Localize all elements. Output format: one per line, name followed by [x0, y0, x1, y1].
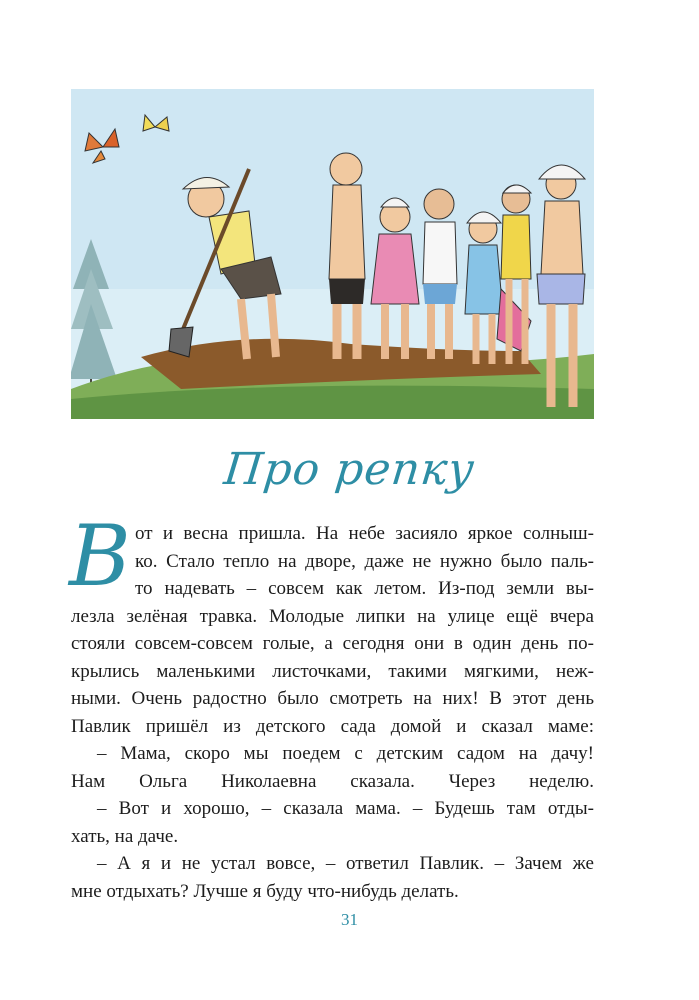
- text-line: от и весна пришла. На небе засияло яркое солныш-: [135, 523, 594, 544]
- body-text: [69, 507, 594, 905]
- text-line: – Мама, скоро мы поедем с детским садом на дачу!: [97, 743, 594, 764]
- children-planting-garden-illustration: [71, 89, 594, 419]
- text-line: хать, на даче.: [71, 825, 179, 847]
- text-line: ными. Очень радостно было смотреть на них! В этот день: [71, 688, 594, 709]
- text-line: то надевать – совсем как летом. Из-под земли вы-: [135, 578, 594, 599]
- chapter-title: Про репку: [221, 444, 478, 495]
- page-number: 31: [341, 910, 358, 929]
- text-line: ко. Стало тепло на дворе, даже не нужно было паль-: [135, 550, 594, 572]
- text-line: Павлик пришёл из детского сада домой и сказал маме:: [71, 715, 594, 737]
- text-line: лезла зелёная травка. Молодые липки на улице ещё вчера: [71, 605, 594, 627]
- text-line: – Вот и хорошо, – сказала мама. – Будешь там отды-: [97, 798, 594, 819]
- text-line: крылись маленькими листочками, такими мягкими, неж-: [71, 660, 594, 682]
- text-line: мне отдыхать? Лучше я буду что-нибудь делать.: [71, 880, 459, 902]
- drop-cap: В: [69, 507, 131, 605]
- text-line: стояли совсем-совсем голые, а сегодня они в один день по-: [71, 633, 594, 654]
- text-line: Нам Ольга Николаевна сказала. Через неделю.: [71, 770, 594, 792]
- text-line: – А я и не устал вовсе, – ответил Павлик. – Зачем же: [97, 853, 594, 874]
- chapter-illustration: [71, 89, 594, 419]
